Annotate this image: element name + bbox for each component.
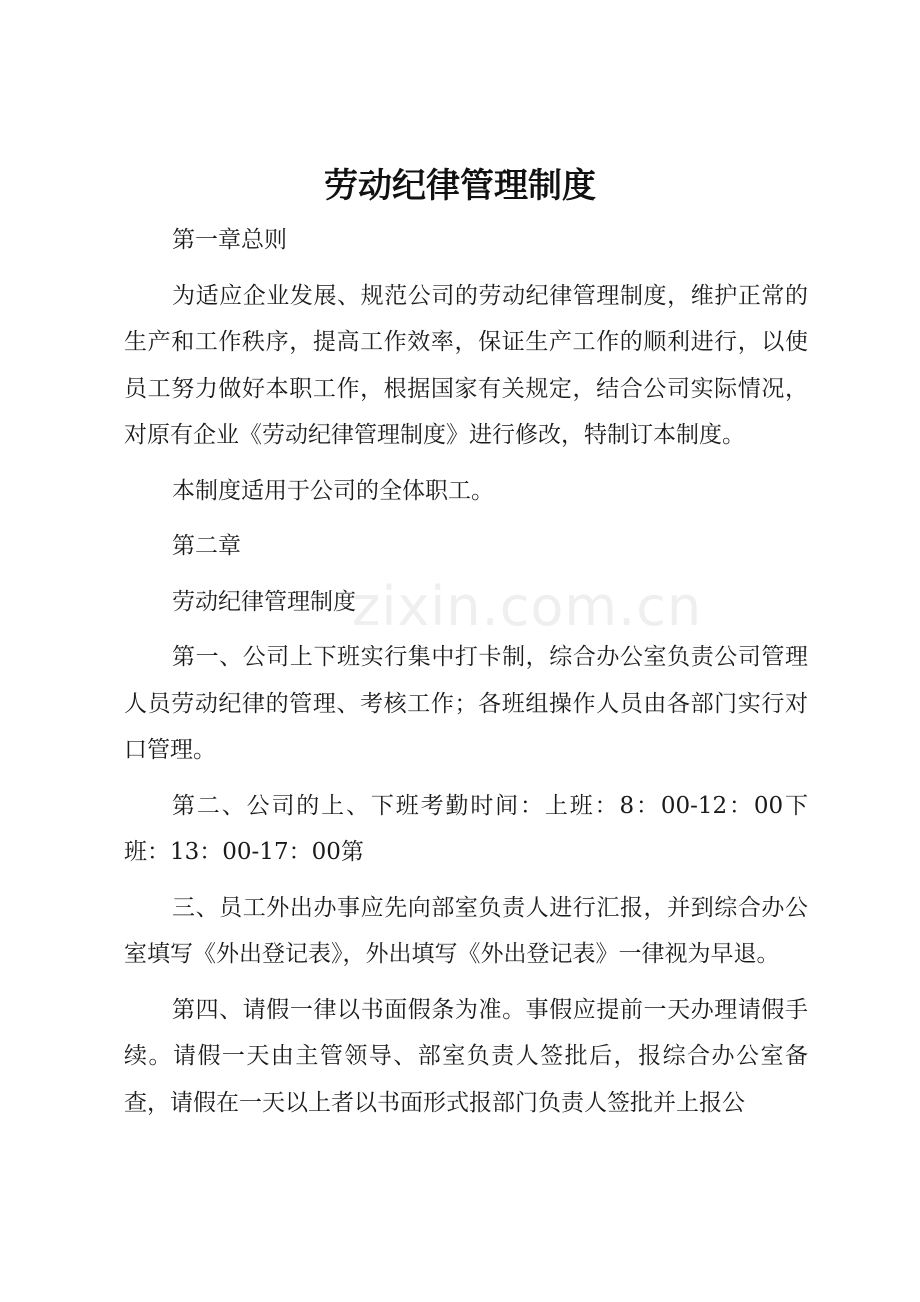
chapter-two-subtitle: 劳动纪律管理制度 [172,588,356,615]
article-three: 三、员工外出办事应先向部室负责人进行汇报，并到综合办公室填写《外出登记表》，外出填写《外出登记表》一律视为早退。 [124,894,808,967]
chapter-two-heading: 第二章 [172,533,241,559]
article-four: 第四、请假一律以书面假条为准。事假应提前一天办理请假手续。请假一天由主管领导、部室负责人签批后，报综合办公室备查，请假在一天以上者以书面形式报部门负责人签批并上报公 [124,996,808,1116]
paragraph-scope: 本制度适用于公司的全体职工。 [172,477,494,504]
chapter-one-heading: 第一章总则 [172,227,287,253]
article-one: 第一、公司上下班实行集中打卡制，综合办公室负责公司管理人员劳动纪律的管理、考核工作；各班组操作人员由各部门实行对口管理。 [124,644,808,763]
article-two: 第二、公司的上、下班考勤时间：上班：8：00-12：00下班：13：00-17：00第 [124,792,808,865]
document-title: 劳动纪律管理制度 [324,166,596,206]
document-body [124,217,808,1126]
paragraph-purpose: 为适应企业发展、规范公司的劳动纪律管理制度，维护正常的生产和工作秩序，提高工作效率，保证生产工作的顺利进行，以使员工努力做好本职工作，根据国家有关规定，结合公司实际情况，对原有企业《劳动纪律管理制度》进行修改，特制订本制度。 [124,282,808,448]
watermark: zixin.com.cn [352,575,703,638]
